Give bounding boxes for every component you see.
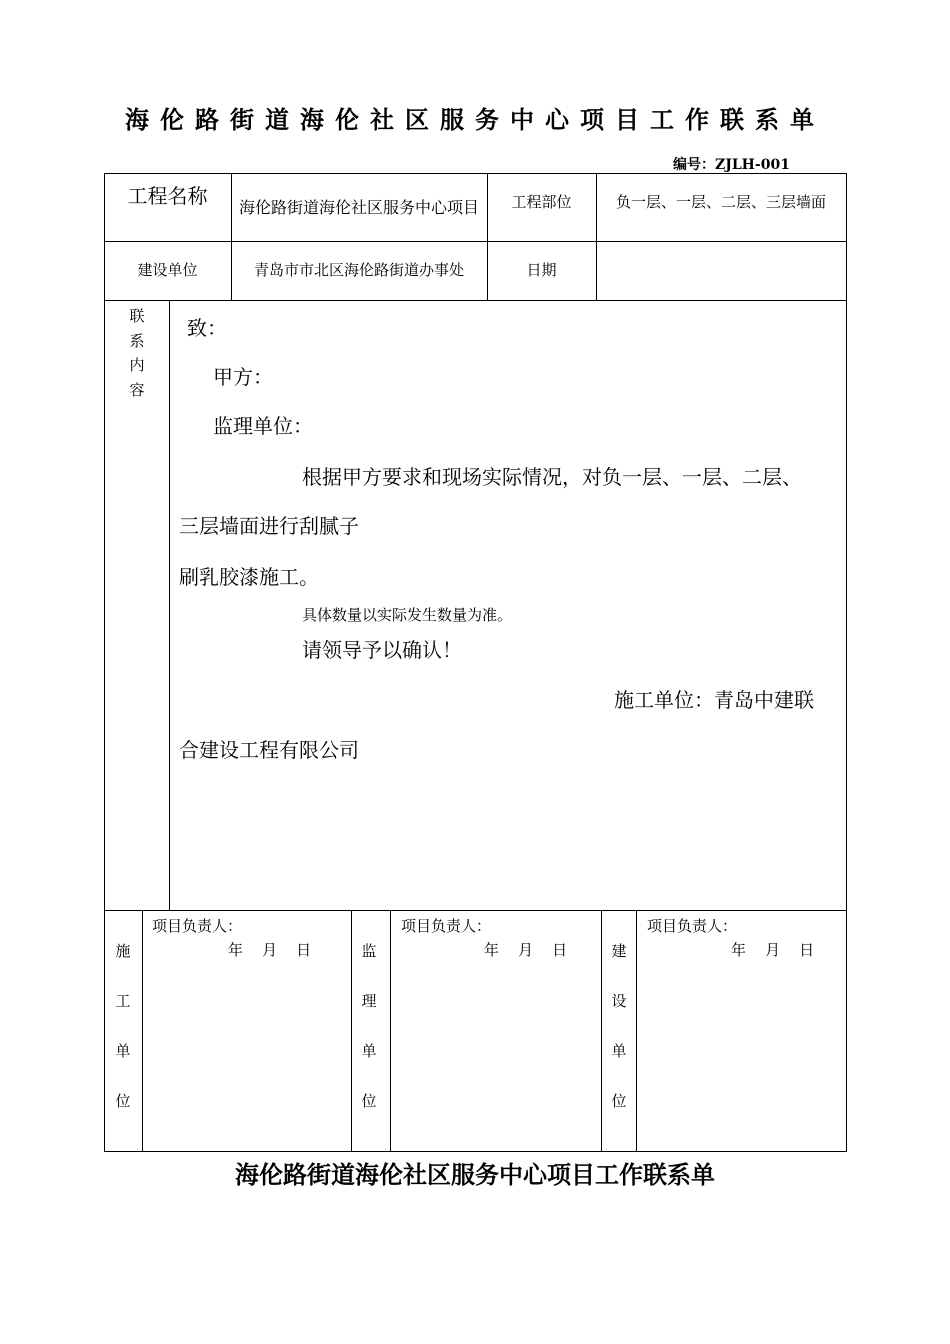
- supervision-unit-label: [359, 926, 379, 1126]
- contractor-signer: 施工单位：青岛中建联: [614, 688, 814, 712]
- side-label-char: 监: [361, 942, 377, 960]
- side-label-char: 位: [361, 1092, 377, 1110]
- column-divider: [601, 910, 602, 1151]
- date-label: 日期: [526, 261, 557, 280]
- content-paragraph-line: 三层墙面进行刮腻子: [179, 514, 359, 538]
- side-label-char: 单: [611, 1042, 627, 1060]
- side-label-char: 设: [611, 992, 627, 1010]
- supervision-manager-label: 项目负责人：: [401, 917, 492, 935]
- addressee-line: 致：: [187, 316, 227, 340]
- side-label-char: 施: [115, 942, 131, 960]
- footer-title: 海伦路街道海伦社区服务中心项目工作联系单: [235, 1161, 715, 1189]
- party-a-line: 甲方：: [213, 365, 273, 389]
- owner-sign-date: 年 月 日: [731, 941, 815, 959]
- construction-manager-label: 项目负责人：: [152, 917, 243, 935]
- column-divider: [142, 910, 143, 1151]
- document-title: 海伦路街道海伦社区服务中心项目工作联系单: [125, 106, 825, 134]
- side-label-char: 单: [115, 1042, 131, 1060]
- construction-sign-date: 年 月 日: [228, 941, 312, 959]
- column-divider: [351, 910, 352, 1151]
- project-name-label: 工程名称: [127, 183, 208, 208]
- side-label-char: 内: [129, 356, 145, 374]
- quantity-note: 具体数量以实际发生数量为准。: [302, 606, 513, 624]
- column-divider: [390, 910, 391, 1151]
- side-label-char: 建: [611, 942, 627, 960]
- construction-unit-label: [113, 926, 133, 1126]
- owner-unit-label: [609, 926, 629, 1126]
- side-label-char: 系: [129, 331, 145, 350]
- table-border-right: [846, 173, 847, 1151]
- supervisor-line: 监理单位：: [213, 414, 313, 438]
- row-divider: [104, 300, 847, 301]
- side-label-char: 理: [361, 992, 377, 1010]
- table-border-left: [104, 173, 105, 1151]
- builder-label: 建设单位: [137, 261, 198, 280]
- supervision-sign-date: 年 月 日: [484, 941, 568, 959]
- location-label: 工程部位: [511, 192, 572, 211]
- confirm-request: 请领导予以确认！: [302, 638, 462, 662]
- date-value: [596, 241, 846, 300]
- column-divider: [169, 300, 170, 910]
- serial-number: 编号：ZJLH-001: [673, 157, 790, 173]
- table-border-bottom: [104, 1151, 847, 1152]
- location-value: 负一层、一层、二层、三层墙面: [615, 192, 826, 211]
- side-label-char: 单: [361, 1042, 377, 1060]
- column-divider: [636, 910, 637, 1151]
- owner-manager-label: 项目负责人：: [647, 917, 738, 935]
- content-side-label: [127, 304, 147, 402]
- side-label-char: 位: [115, 1092, 131, 1110]
- side-label-char: 工: [115, 992, 131, 1010]
- project-name-value: 海伦路街道海伦社区服务中心项目: [238, 198, 479, 217]
- side-label-char: 容: [129, 380, 145, 399]
- content-paragraph-line: 根据甲方要求和现场实际情况，对负一层、一层、二层、: [302, 465, 802, 489]
- builder-value: 青岛市市北区海伦路街道办事处: [253, 261, 464, 280]
- side-label-char: 位: [611, 1092, 627, 1110]
- row-divider: [104, 910, 847, 911]
- content-paragraph-line: 刷乳胶漆施工。: [179, 565, 319, 589]
- side-label-char: 联: [129, 307, 145, 325]
- contractor-signer-cont: 合建设工程有限公司: [179, 738, 359, 762]
